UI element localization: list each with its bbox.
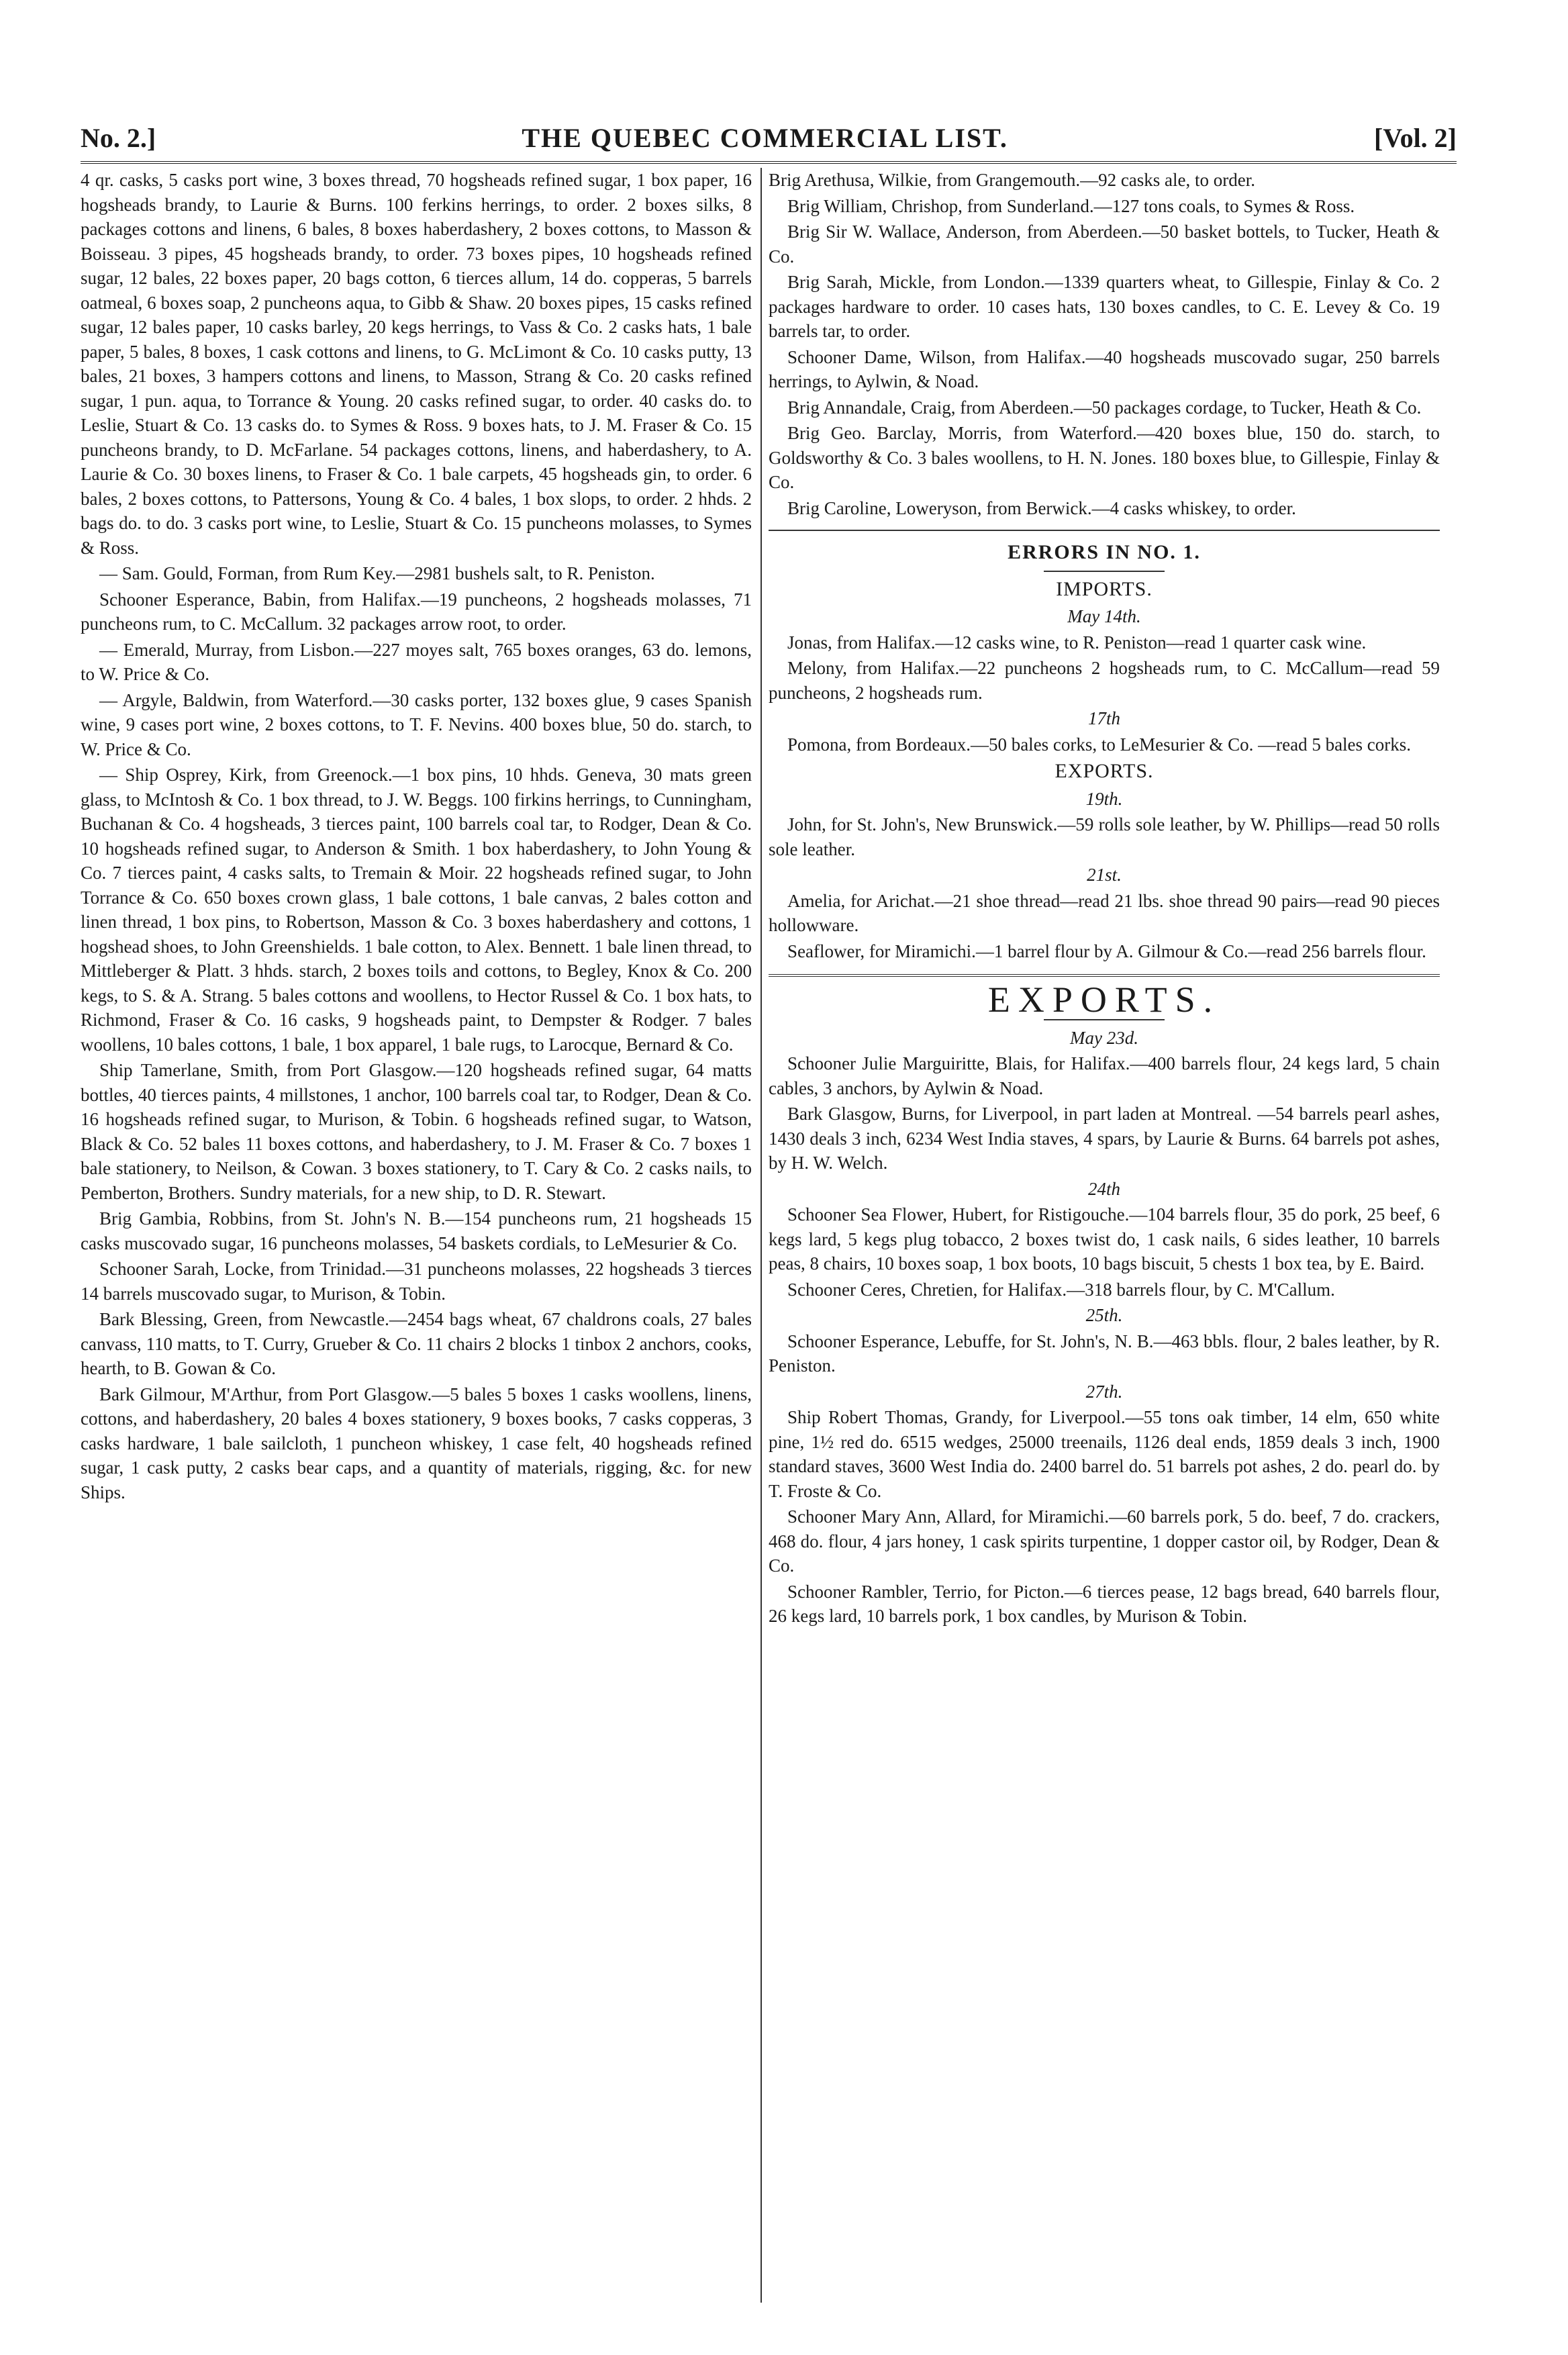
import-entry: — Sam. Gould, Forman, from Rum Key.—2981 bushels salt, to R. Peniston. bbox=[99, 563, 655, 583]
import-entry: Bark Gilmour, M'Arthur, from Port Glasgow.—5 bales 5 boxes 1 casks woollens, linens, cottons, and haberdashery, 20 bales 4 boxes stationery, 9 boxes books, 7 casks copperas, 3 casks hardware, 1 bale sailcloth, 1 puncheon whiskey, 1 case felt, 40 hogsheads refined sugar, 1 cask putty, 2 casks bear caps, and a quantity of materials, rigging, &c. for new Ships. bbox=[81, 1384, 752, 1502]
import-entry: Schooner Sarah, Locke, from Trinidad.—31 puncheons molasses, 22 hogsheads 3 tierces 14 barrels muscovado sugar, to Murison, & Tobin. bbox=[81, 1259, 752, 1304]
date-line: 17th bbox=[1087, 708, 1120, 728]
errata-entry: Melony, from Halifax.—22 puncheons 2 hogsheads rum, to C. McCallum—read 59 puncheons, 2 hogsheads rum. bbox=[769, 658, 1440, 703]
column-divider bbox=[761, 168, 762, 2303]
import-entry: Brig Annandale, Craig, from Aberdeen.—50 packages cordage, to Tucker, Heath & Co. bbox=[787, 397, 1422, 418]
import-entry: — Argyle, Baldwin, from Waterford.—30 casks porter, 132 boxes glue, 9 cases Spanish wine, 9 cases port wine, 2 boxes cottons, to T. F. Nevins. 400 boxes blue, 50 do. starch, to W. Price & Co. bbox=[81, 689, 752, 759]
import-entry: Brig William, Chrishop, from Sunderland.—127 tons coals, to Symes & Ross. bbox=[787, 195, 1355, 216]
export-entry: Schooner Ceres, Chretien, for Halifax.—318 barrels flour, by C. M'Callum. bbox=[787, 1279, 1335, 1300]
import-entry: Brig Sarah, Mickle, from London.—1339 quarters wheat, to Gillespie, Finlay & Co. 2 packages hardware to order. 10 cases hats, 130 boxes candles, to C. E. Levey & Co. 19 barrels tar, to order. bbox=[769, 272, 1440, 341]
export-entry: Schooner Esperance, Lebuffe, for St. John's, N. B.—463 bbls. flour, 2 bales leather, by R. Peniston. bbox=[769, 1331, 1440, 1376]
export-entry: Schooner Rambler, Terrio, for Picton.—6 tierces pease, 12 bags bread, 640 barrels flour, 26 kegs lard, 10 barrels pork, 1 box candles, by Murison & Tobin. bbox=[769, 1581, 1440, 1626]
date-line: 25th. bbox=[1085, 1305, 1123, 1325]
errors-exports-heading: EXPORTS. bbox=[1055, 760, 1154, 782]
date-line: 21st. bbox=[1087, 865, 1122, 885]
import-entry: Schooner Dame, Wilson, from Halifax.—40 hogsheads muscovado sugar, 250 barrels herrings, to Aylwin, & Noad. bbox=[769, 346, 1440, 391]
short-divider bbox=[1044, 571, 1165, 572]
import-entry: Brig Geo. Barclay, Morris, from Waterford.—420 boxes blue, 150 do. starch, to Goldsworthy & Co. 3 bales woollens, to H. N. Jones. 180 boxes blue, to Gillespie, Finlay & Co. bbox=[769, 423, 1440, 492]
newspaper-title: THE QUEBEC COMMERCIAL LIST. bbox=[522, 122, 1008, 153]
import-entry: — Ship Osprey, Kirk, from Greenock.—1 box pins, 10 hhds. Geneva, 30 mats green glass, to McIntosh & Co. 1 box thread, to J. W. Beggs. 100 firkins herrings, to Cunningham, Buchanan & Co. 4 hogsheads, 3 tierces paint, 100 barrels coal tar, to Rodger, Dean & Co. 10 hogsheads refined sugar, to Anderson & Smith. 1 box haberdashery, to John Young & Co. 7 tierces paint, 4 casks salts, to Tremain & Moir. 22 hogsheads refined sugar, to John Torrance & Co. 650 boxes crown glass, 1 bale cottons, 1 bale canvas, 2 bales cotton and linen thread, 1 box pins, to Robertson, Masson & Co. 3 boxes haberdashery and cottons, 1 hogshead shoes, to John Greenshields. 1 bale cotton, to Alex. Bennett. 1 bale linen thread, to Mittleberger & Platt. 3 hhds. starch, 2 boxes toils and cottons, to Begley, Knox & Co. 200 kegs, to S. & A. Strang. 5 bales cottons and woollens, to Hector Russel & Co. 1 box hats, to Richmond, Fraser & Co. 16 casks, 9 hogsheads paint, to Dempster & Rodger. 7 bales woollens, 10 bales cottons, 1 bale, 1 box apparel, 1 bale rugs, to Larocque, Bernard & Co. bbox=[81, 765, 752, 1055]
page-header bbox=[81, 114, 1457, 164]
import-entry: Brig Caroline, Loweryson, from Berwick.—4 casks whiskey, to order. bbox=[787, 497, 1296, 518]
exports-heading: EXPORTS. bbox=[987, 979, 1221, 1020]
errors-imports-heading: IMPORTS. bbox=[1056, 577, 1153, 600]
import-entry: Bark Blessing, Green, from Newcastle.—2454 bags wheat, 67 chaldrons coals, 27 bales canvass, 110 matts, to T. Curry, Grueber & Co. 11 chairs 2 blocks 1 tinbox 2 anchors, cooks, hearth, to B. Gowan & Co. bbox=[81, 1309, 752, 1378]
errata-entry: Jonas, from Halifax.—12 casks wine, to R. Peniston—read 1 quarter cask wine. bbox=[787, 632, 1367, 653]
issue-number: No. 2.] bbox=[81, 122, 156, 153]
export-entry: Bark Glasgow, Burns, for Liverpool, in part laden at Montreal. —54 barrels pearl ashes, 1430 deals 3 inch, 6234 West India staves, 4 spars, by Laurie & Burns. 64 barrels pot ashes, by H. W. Welch. bbox=[769, 1104, 1440, 1173]
errors-heading: ERRORS IN NO. 1. bbox=[1008, 541, 1201, 563]
date-line: 24th bbox=[1087, 1178, 1120, 1199]
section-divider bbox=[769, 530, 1440, 531]
import-entry: Schooner Esperance, Babin, from Halifax.—19 puncheons, 2 hogsheads molasses, 71 puncheons rum, to C. McCallum. 32 packages arrow root, to order. bbox=[81, 589, 752, 634]
export-entry: Schooner Sea Flower, Hubert, for Ristigouche.—104 barrels flour, 35 do pork, 25 beef, 6 kegs lard, 5 kegs plug tobacco, 2 boxes twist do, 1 cask nails, 6 sides leather, 10 barrels peas, 8 chairs, 10 boxes soap, 1 box boots, 10 bags biscuit, 5 chests 1 box tea, by E. Baird. bbox=[769, 1204, 1440, 1273]
errata-entry: Seaflower, for Miramichi.—1 barrel flour by A. Gilmour & Co.—read 256 barrels flour. bbox=[787, 941, 1426, 961]
import-entry: Brig Gambia, Robbins, from St. John's N. B.—154 puncheons rum, 21 hogsheads 15 casks muscovado sugar, 16 puncheons molasses, 54 baskets cordials, to LeMesurier & Co. bbox=[81, 1208, 752, 1253]
errata-entry: Pomona, from Bordeaux.—50 bales corks, to LeMesurier & Co. —read 5 bales corks. bbox=[787, 734, 1412, 755]
right-column bbox=[769, 168, 1440, 2303]
date-line: May 23d. bbox=[1070, 1027, 1138, 1048]
left-column bbox=[81, 168, 752, 2303]
errata-entry: Amelia, for Arichat.—21 shoe thread—read 21 lbs. shoe thread 90 pairs—read 90 pieces hollowware. bbox=[769, 890, 1440, 935]
volume-number: [Vol. 2] bbox=[1374, 122, 1457, 153]
import-entry: Brig Sir W. Wallace, Anderson, from Aberdeen.—50 basket bottels, to Tucker, Heath & Co. bbox=[769, 222, 1440, 267]
import-entry: Ship Tamerlane, Smith, from Port Glasgow.—120 hogsheads refined sugar, 64 matts bottles, 40 tierces paints, 4 millstones, 1 anchor, 100 barrels coal tar, to Rodger, Dean & Co. 16 hogsheads refined sugar, to Murison, & Tobin. 6 hogsheads refined sugar, to Watson, Black & Co. 52 bales 11 boxes cottons, and haberdashery, to J. M. Fraser & Co. 7 boxes 1 bale stationery, to Neilson, & Cowan. 3 boxes stationery, to T. Cary & Co. 2 casks nails, to Pemberton, Brothers. Sundry materials, for a new ship, to D. R. Stewart. bbox=[81, 1060, 752, 1203]
export-entry: Schooner Julie Marguiritte, Blais, for Halifax.—400 barrels flour, 24 kegs lard, 5 chain cables, 3 anchors, by Aylwin & Noad. bbox=[769, 1053, 1440, 1098]
date-line: May 14th. bbox=[1067, 606, 1141, 626]
import-entry: 4 qr. casks, 5 casks port wine, 3 boxes thread, 70 hogsheads refined sugar, 1 box paper, 16 hogsheads brandy, to Laurie & Burns. 100 ferkins herrings, to order. 2 boxes silks, 8 packages cottons and linens, 6 bales, 8 boxes haberdashery, 2 boxes cottons, to Masson & Boisseau. 3 pipes, 45 hogsheads brandy, to order. 73 boxes pipes, 10 hogsheads refined sugar, 12 bales, 22 boxes paper, 20 bags cotton, 6 tierces allum, 14 do. copperas, 5 barrels oatmeal, 6 boxes soap, 2 puncheons aqua, to Gibb & Shaw. 20 boxes pipes, 15 casks refined sugar, 12 bales paper, 10 casks barley, 20 kegs herrings, to Vass & Co. 2 casks hats, 1 bale paper, 5 bales, 8 boxes, 1 cask cottons and linens, to G. McLimont & Co. 10 casks putty, 13 bales, 21 boxes, 3 hampers cottons and linens, to Masson, Strang & Co. 20 casks refined sugar, 1 pun. aqua, to Torrance & Young. 20 casks refined sugar, to order. 40 casks do. to Leslie, Stuart & Co. 13 casks do. to Symes & Ross. 9 boxes hats, to J. M. Fraser & Co. 15 puncheons brandy, to D. McFarlane. 54 packages cottons, linens, and haberdashery, to A. Laurie & Co. 30 boxes linens, to Fraser & Co. 1 bale carpets, 45 hogsheads gin, to order. 6 bales, 2 boxes cottons, to Pattersons, Young & Co. 4 bales, 1 box slops, to order. 2 hhds. 2 bags do. to do. 3 casks port wine, to Leslie, Stuart & Co. 15 puncheons molasses, to Symes & Ross. bbox=[81, 170, 752, 558]
date-line: 19th. bbox=[1085, 788, 1123, 809]
export-entry: Schooner Mary Ann, Allard, for Miramichi.—60 barrels pork, 5 do. beef, 7 do. crackers, 468 do. flour, 4 jars honey, 1 cask spirits turpentine, 1 dopper castor oil, by Rodger, Dean & Co. bbox=[769, 1506, 1440, 1576]
section-divider bbox=[769, 974, 1440, 977]
date-line: 27th. bbox=[1085, 1381, 1123, 1402]
import-entry: — Emerald, Murray, from Lisbon.—227 moyes salt, 765 boxes oranges, 63 do. lemons, to W. Price & Co. bbox=[81, 639, 752, 684]
import-entry: Brig Arethusa, Wilkie, from Grangemouth.—92 casks ale, to order. bbox=[769, 170, 1256, 190]
errata-entry: John, for St. John's, New Brunswick.—59 rolls sole leather, by W. Phillips—read 50 rolls sole leather. bbox=[769, 814, 1440, 859]
export-entry: Ship Robert Thomas, Grandy, for Liverpool.—55 tons oak timber, 14 elm, 650 white pine, 1½ red do. 6515 wedges, 25000 treenails, 1126 deal ends, 1859 deals 3 inch, 1900 standard staves, 3600 West India do. 2400 barrel do. 51 barrels pot ashes, 2 do. pearl do. by T. Froste & Co. bbox=[769, 1407, 1440, 1501]
